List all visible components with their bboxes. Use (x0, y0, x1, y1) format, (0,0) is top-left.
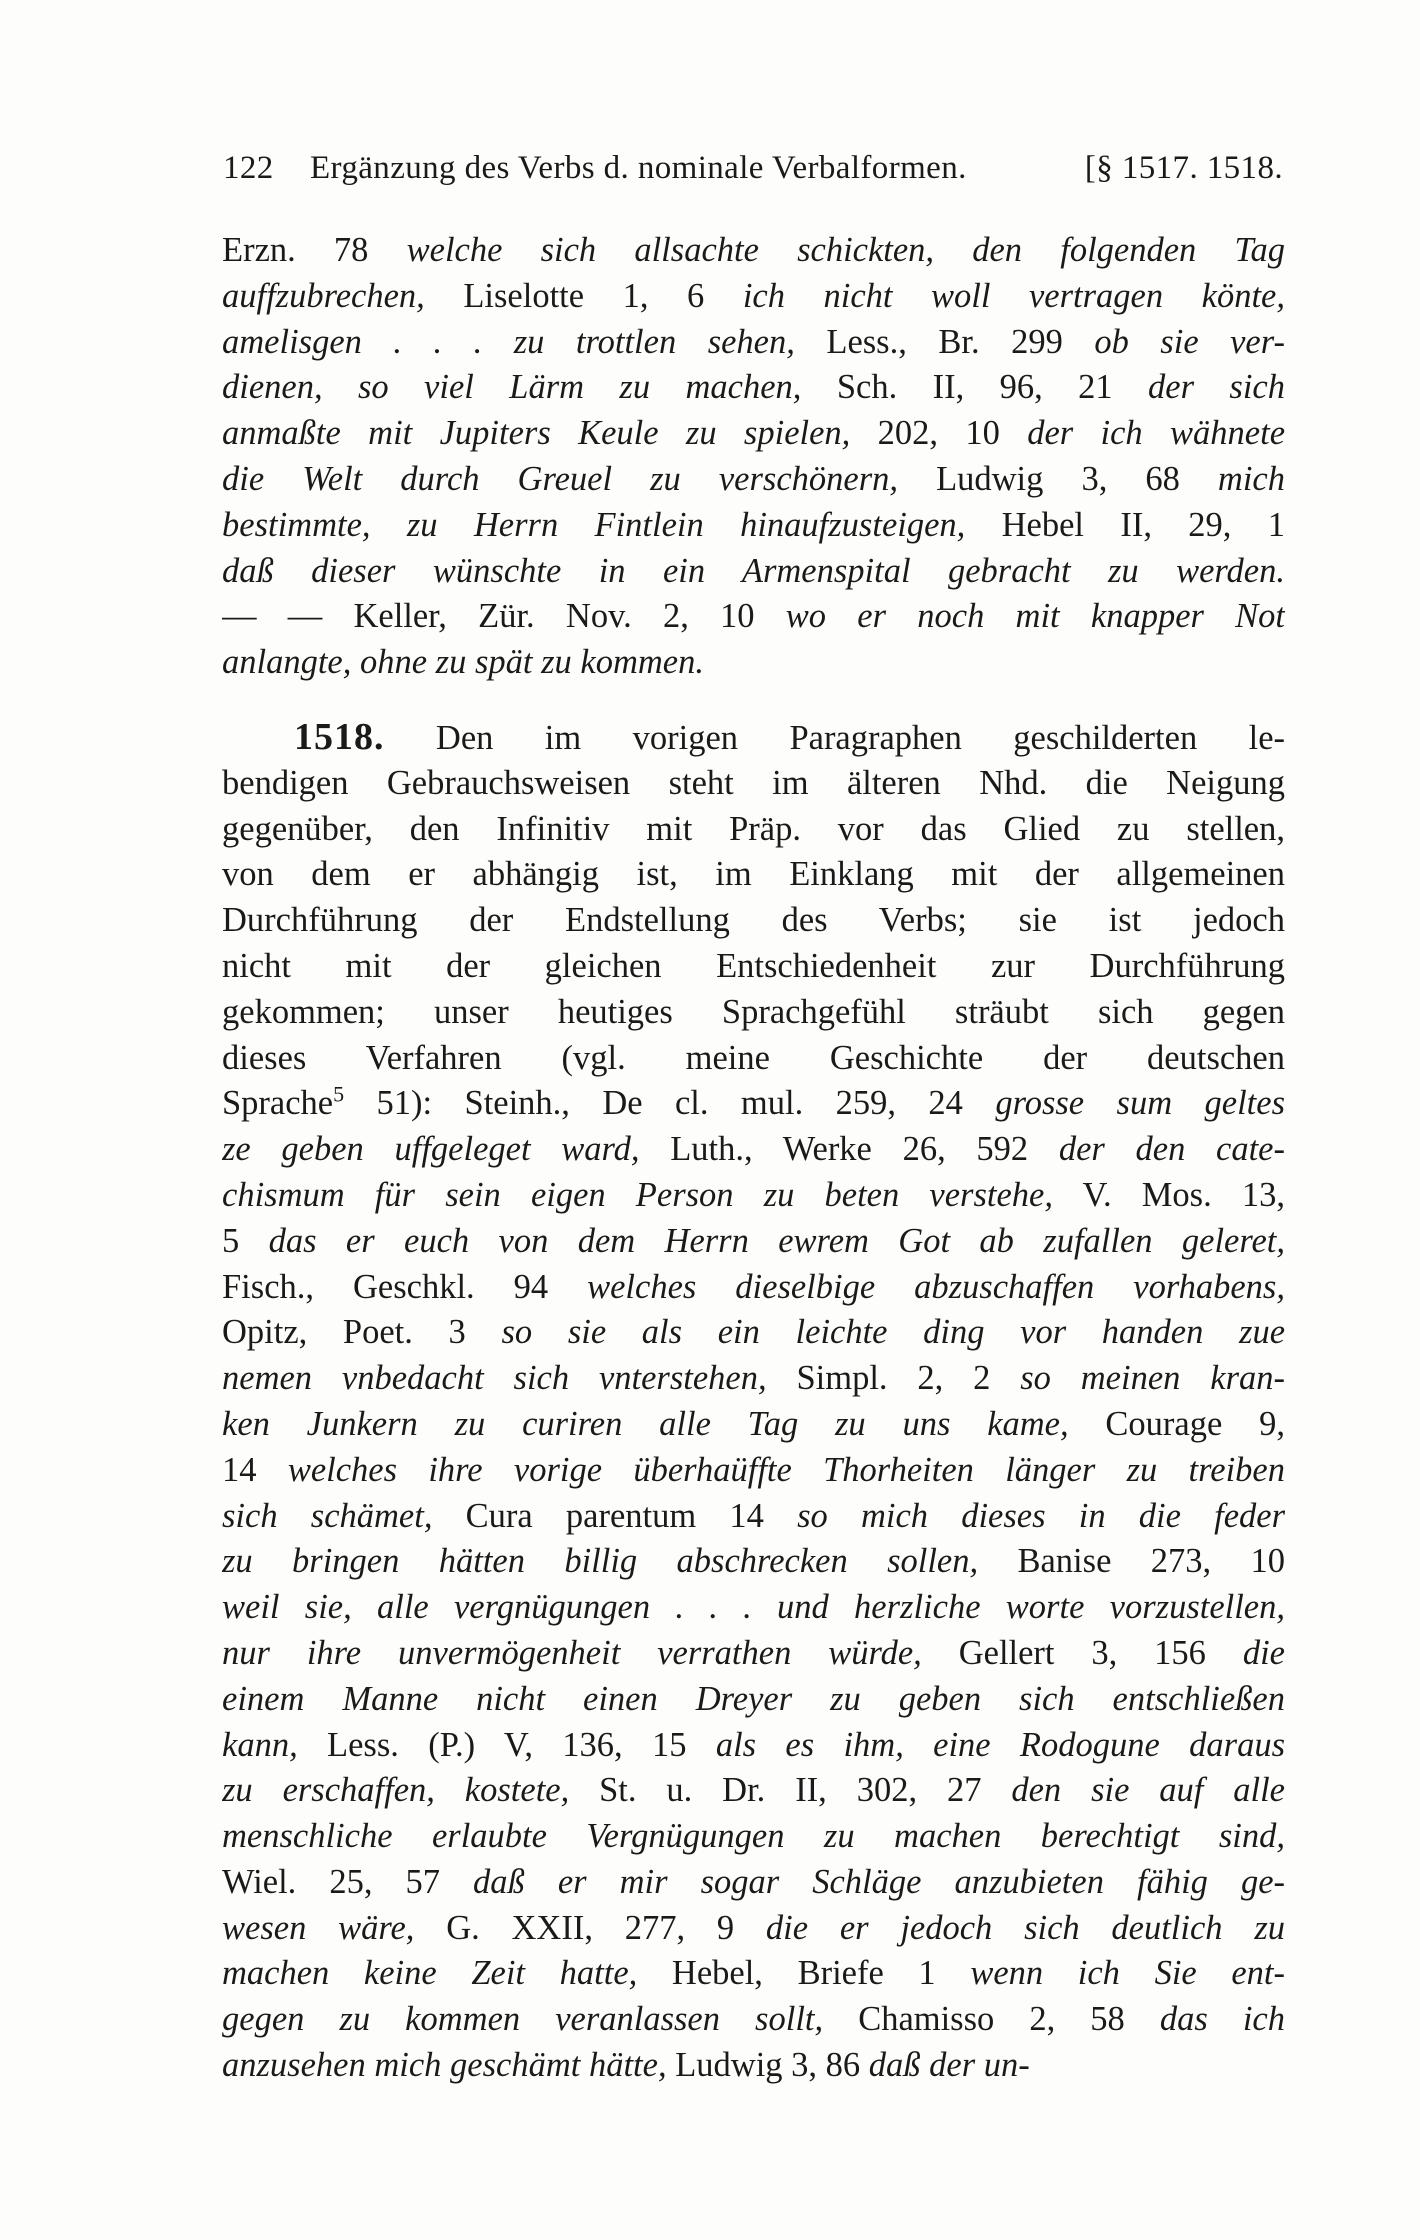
text-segment: Durchführung der Endstellung des Verbs; sie ist jedoch (222, 901, 1285, 940)
text-segment: Den im vorigen Paragraphen geschilderten le- (384, 718, 1285, 757)
text-line (222, 807, 1285, 853)
text-segment: Less. (P.) V, 136, 15 (297, 1725, 716, 1764)
text-segment: einem Manne nicht einen Dreyer zu geben sich entschließen (222, 1679, 1285, 1718)
text-segment: welches ihre vorige überhaüffte Thorheiten länger zu treiben (287, 1450, 1285, 1489)
text-line (222, 1173, 1285, 1219)
text-line (222, 1539, 1285, 1585)
text-segment: welches dieselbige abzuschaffen vorhabens, (587, 1267, 1285, 1306)
text-segment: Hebel, Briefe 1 (637, 1954, 971, 1993)
text-segment: anzusehen mich geschämt hätte, (222, 2046, 667, 2085)
text-segment: wenn ich Sie ent- (970, 1954, 1285, 1993)
text-segment: ob sie ver- (1094, 322, 1285, 361)
text-segment: nicht mit der gleichen Entschiedenheit zur Durchführung (222, 946, 1285, 985)
text-segment: Opitz, Poet. 3 (222, 1313, 502, 1352)
text-segment: der den cate- (1058, 1130, 1285, 1169)
text-line (222, 549, 1285, 595)
text-line (222, 1860, 1285, 1906)
text-segment: von dem er abhängig ist, im Einklang mit der allgemeinen (222, 855, 1285, 894)
text-segment: die (1242, 1633, 1285, 1672)
text-line (222, 898, 1285, 944)
text-segment: Fisch., Geschkl. 94 (222, 1267, 588, 1306)
text-line (222, 990, 1285, 1036)
text-line (222, 852, 1285, 898)
text-line (222, 503, 1285, 549)
text-segment: gekommen; unser heutiges Sprachgefühl sträubt sich gegen (222, 992, 1285, 1031)
text-line (222, 1997, 1285, 2043)
text-segment: menschliche erlaubte Vergnügungen zu machen berechtigt sind, (222, 1817, 1285, 1856)
text-segment: Less., Br. 299 (794, 322, 1095, 361)
page-number: 122 (223, 150, 274, 186)
text-segment: daß der un- (868, 2046, 1030, 2085)
text-segment: Sch. II, 96, 21 (801, 368, 1149, 407)
text-segment: wo er noch mit knapper Not (785, 597, 1285, 636)
text-segment: daß er mir sogar Schläge anzubieten fähig ge- (473, 1862, 1285, 1901)
text-segment: G. XXII, 277, 9 (414, 1908, 766, 1947)
text-segment: Hebel II, 29, 1 (965, 505, 1285, 544)
text-segment: anlangte, ohne zu spät zu kommen. (222, 643, 704, 682)
text-line (222, 1585, 1285, 1631)
text-segment: ich nicht woll vertragen könte, (742, 276, 1285, 315)
text-line (222, 715, 1285, 761)
text-segment: den sie auf alle (1011, 1771, 1285, 1810)
text-line (222, 1036, 1285, 1082)
text-segment: sich schämet, (222, 1496, 433, 1535)
text-line (222, 1310, 1285, 1356)
text-segment: so meinen kran- (1020, 1359, 1285, 1398)
text-segment: ze geben uffgeleget ward, (222, 1130, 640, 1169)
text-segment: Cura parentum 14 (432, 1496, 798, 1535)
edition-superscript: 5 (333, 1081, 345, 1107)
text-line (222, 1265, 1285, 1311)
text-line (222, 1677, 1285, 1723)
text-segment: Courage 9, (1068, 1404, 1285, 1443)
body-text (222, 228, 1285, 2089)
text-segment: das er euch von dem Herrn ewrem Got ab zufallen geleret, (268, 1221, 1285, 1260)
text-line (222, 944, 1285, 990)
text-segment: V. Mos. 13, (1052, 1175, 1285, 1214)
text-line (222, 1081, 1285, 1127)
text-segment: wesen wäre, (222, 1908, 415, 1947)
text-segment: 5 (222, 1221, 269, 1260)
section-number: 1518. (294, 715, 385, 758)
text-line (222, 1951, 1285, 1997)
text-segment: Chamisso 2, 58 (823, 2000, 1160, 2039)
text-line (222, 1906, 1285, 1952)
text-segment: bendigen Gebrauchsweisen steht im älteren Nhd. die Neigung (222, 763, 1285, 802)
text-segment: der sich (1148, 368, 1285, 407)
text-segment: dieses Verfahren (vgl. meine Geschichte der deutschen (222, 1038, 1285, 1077)
text-line (222, 274, 1285, 320)
text-line (222, 1219, 1285, 1265)
section-reference: [§ 1517. 1518. (1084, 150, 1283, 186)
text-segment: mich (1217, 459, 1285, 498)
text-line (222, 228, 1285, 274)
text-segment: Liselotte 1, 6 (424, 276, 743, 315)
text-segment: 14 (222, 1450, 288, 1489)
text-line (222, 2043, 1285, 2089)
text-segment: nur ihre unvermögenheit verrathen würde, (222, 1633, 922, 1672)
text-segment: grosse sum geltes (995, 1084, 1285, 1123)
text-segment: als es ihm, eine Rodogune daraus (715, 1725, 1285, 1764)
text-segment: die Welt durch Greuel zu verschönern, (222, 459, 899, 498)
text-segment: gegenüber, den Infinitiv mit Präp. vor das Glied zu stellen, (222, 809, 1285, 848)
text-line (222, 411, 1285, 457)
text-segment: 202, 10 (850, 414, 1028, 453)
text-segment: dienen, so viel Lärm zu machen, (222, 368, 802, 407)
text-line (222, 1402, 1285, 1448)
running-title: Ergänzung des Verbs d. nominale Verbalformen. (310, 150, 967, 186)
text-line (222, 457, 1285, 503)
text-segment: Erzn. 78 (222, 231, 407, 269)
text-segment: zu erschaffen, kostete, (222, 1771, 570, 1810)
text-line (222, 761, 1285, 807)
text-line (222, 1768, 1285, 1814)
text-segment: Ludwig 3, 68 (898, 459, 1218, 498)
text-line (222, 365, 1285, 411)
text-segment: kann, (222, 1725, 298, 1764)
text-line (222, 1127, 1285, 1173)
text-segment: chismum für sein eigen Person zu beten verstehe, (222, 1175, 1053, 1214)
text-segment: Ludwig 3, 86 (666, 2046, 869, 2085)
text-segment: nemen vnbedacht sich vnterstehen, (222, 1359, 767, 1398)
text-segment: der ich wähnete (1027, 414, 1285, 453)
text-segment: Wiel. 25, 57 (222, 1862, 474, 1901)
text-segment: Simpl. 2, 2 (766, 1359, 1021, 1398)
text-segment: Gellert 3, 156 (921, 1633, 1243, 1672)
running-header (223, 148, 1283, 188)
text-segment: welche sich allsachte schickten, den folgenden Tag (406, 231, 1285, 269)
text-segment: gegen zu kommen veranlassen sollt, (222, 2000, 824, 2039)
text-segment: Sprache (222, 1084, 334, 1123)
text-segment: St. u. Dr. II, 302, 27 (569, 1771, 1012, 1810)
text-segment: anmaßte mit Jupiters Keule zu spielen, (222, 414, 851, 453)
text-line (222, 1723, 1285, 1769)
text-line (222, 1448, 1285, 1494)
text-segment: Banise 273, 10 (978, 1542, 1285, 1581)
text-line (222, 594, 1285, 640)
text-line (222, 1494, 1285, 1540)
text-segment: so sie als ein leichte ding vor handen zue (501, 1313, 1285, 1352)
text-segment: weil sie, alle vergnügungen . . . und herzliche worte vorzustellen, (222, 1588, 1285, 1627)
text-segment: Luth., Werke 26, 592 (639, 1130, 1059, 1169)
text-segment: zu bringen hätten billig abschrecken sollen, (222, 1542, 979, 1581)
text-line (222, 1631, 1285, 1677)
text-line (222, 1356, 1285, 1402)
text-segment: die er jedoch sich deutlich zu (765, 1908, 1285, 1947)
text-segment: machen keine Zeit hatte, (222, 1954, 638, 1993)
text-line (222, 1814, 1285, 1860)
text-segment: amelisgen . . . zu trottlen sehen, (222, 322, 795, 361)
text-segment: auffzubrechen, (222, 276, 425, 315)
text-segment: bestimmte, zu Herrn Fintlein hinaufzusteigen, (222, 505, 966, 544)
text-segment: — — Keller, Zür. Nov. 2, 10 (222, 597, 786, 636)
text-segment: so mich dieses in die feder (797, 1496, 1285, 1535)
text-segment: das ich (1159, 2000, 1285, 2039)
text-segment: ken Junkern zu curiren alle Tag zu uns kame, (222, 1404, 1069, 1443)
text-segment: daß dieser wünschte in ein Armenspital gebracht zu werden. (222, 551, 1285, 590)
text-line (222, 320, 1285, 366)
text-segment: 51): Steinh., De cl. mul. 259, 24 (344, 1084, 996, 1123)
text-line (222, 640, 1285, 686)
